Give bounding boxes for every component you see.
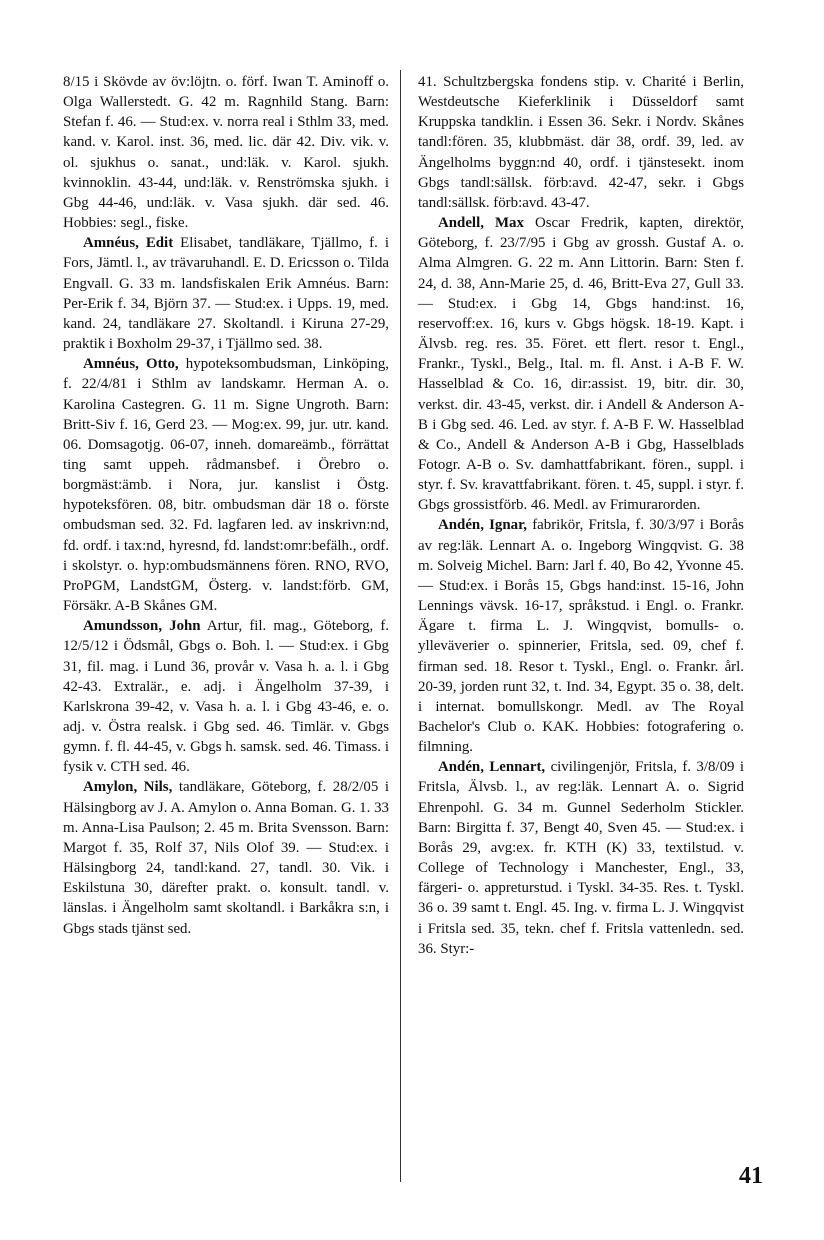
entry-anden-lennart (418, 757, 744, 959)
entry-amneus-edit (63, 233, 389, 354)
entry-name: Andell, Max (438, 215, 524, 232)
entry-name: Andén, Lennart, (438, 759, 546, 776)
entry-name: Andén, Ignar, (438, 517, 528, 534)
entry-text: Elisabet, tandläkare, Tjällmo, f. i Fors, Jämtl. l., av trävaruhandl. E. D. Ericsson o. Tilda Engvall. G. 33 m. landsfiskalen Erik Amnéus. Barn: Per-Erik f. 34, Björn 37. — Stud:ex. i Upps. 19, med. kand. 24, tandläkare 27. Skoltandl. i Kiruna 27-29, praktik i Boxholm 29-37, i Tjällmo sed. 38. (63, 235, 389, 353)
entry-name: Amnéus, Otto, (83, 356, 179, 373)
column-divider (400, 70, 401, 1182)
entry-text: 41. Schultzbergska fondens stip. v. Charité i Berlin, Westdeutsche Kieferklinik i Düsseldorf samt Kruppska tandklin. i Essen 36. Sekr. i Nordv. Skånes tandl:fören. 35, klubbmäst. där 38, ordf. 39, led. av Ängelholms byggn:nd 40, ordf. i tjänstesekt. inom Gbgs tandl:sällsk. förb:avd. 42-47, sekr. i Gbgs tandl:sällsk. förb:avd. 43-47. (418, 74, 744, 211)
entry-amylon-nils (63, 777, 389, 938)
entry-text: Oscar Fredrik, kapten, direktör, Göteborg, f. 23/7/95 i Gbg av grossh. Gustaf A. o. Alma Almgren. G. 22 m. Ann Littorin. Barn: Sten f. 24, d. 38, Ann-Marie 25, d. 46, Britt-Eva 27, Gull 33. — Stud:ex. i Gbg 14, Gbgs hand:inst. 16, reservoff:ex. 16, kurs v. Gbgs högsk. 18-19. Kapt. i Älvsb. reg. res. 35. Föret. ett flert. resor t. Engl., Frankr., Tyskl., Belg., Ital. m. fl. Anst. i A-B F. W. Hasselblad & Co. 16, dir:assist. 19, bitr. dir. 30, verkst. dir. 43-45, verkst. dir. i Andell & Anderson A-B i Gbg sed. 46. Led. av styr. f. A-B F. W. Hasselblad & Co., Andell & Anderson A-B i Gbg, Hasselblads Fotogr. A-B o. Sv. damhattfabrikant. fören., suppl. i styr. f. Sv. kravattfabrikant. fören. t. 45, suppl. i styr. f. Gbgs grossistförb. 46. Medl. av Frimurarorden. (418, 215, 744, 514)
entry-name: Amnéus, Edit (83, 235, 174, 252)
entry-andell-max (418, 213, 744, 515)
entry-continuation (63, 72, 389, 233)
entry-text: Artur, fil. mag., Göteborg, f. 12/5/12 i Ödsmål, Gbgs o. Boh. l. — Stud:ex. i Gbg 31, fil. mag. i Lund 36, provår v. Vasa h. a. l. i Gbg 42-43. Extralär., e. adj. i Ängelholm 37-39, i Karlskrona 39-42, v. Vasa h. a. l. i Gbg 43-46, e. o. adj. v. Östra realsk. i Gbg sed. 46. Timlär. v. Gbgs gymn. f. fl. 44-45, v. Gbgs h. samsk. sed. 46. Timass. i fysik v. CTH sed. 46. (63, 618, 390, 776)
entry-amundsson-john (63, 616, 389, 777)
entry-text: 8/15 i Skövde av öv:löjtn. o. förf. Iwan T. Aminoff o. Olga Wallerstedt. G. 42 m. Ragnhild Stang. Barn: Stefan f. 46. — Stud:ex. v. norra real i Sthlm 33, med. kand. v. Karol. inst. 36, med. lic. där 42. Div. vik. v. ol. sjukhus o. sanat., und:läk. v. Karol. sjukh. kvinnoklin. 43-44, und:läk. v. Renströmska sjukh. i Gbg 44-46, und:läk. v. Vasa sjukh. där sed. 46. Hobbies: segl., fiske. (63, 74, 389, 232)
entry-continuation (418, 72, 744, 213)
entry-name: Amundsson, John (83, 618, 201, 635)
entry-text: fabrikör, Fritsla, f. 30/3/97 i Borås av reg:läk. Lennart A. o. Ingeborg Wingqvist. G. 38 m. Solveig Michel. Barn: Jarl f. 40, Bo 42, Yvonne 45. — Stud:ex. i Borås 15, Gbgs hand:inst. 15-16, John Lennings vävsk. 16-17, språkstud. i Engl. o. Frankr. Ägare t. firma L. J. Wingqvist, bomulls- o. ylleväverier o. spinnerier, Fritsla, sed. 09, chef f. firman sed. 18. Resor t. Tyskl., Engl. o. Frankr. årl. 20-39, jorden runt 32, t. Ind. 34, Egypt. 35 o. 38, delt. i internat. bomullskongr. Medl. av The Royal Bachelor's Club o. KAK. Hobbies: fotografering o. filmning. (418, 517, 744, 756)
entry-text: tandläkare, Göteborg, f. 28/2/05 i Hälsingborg av J. A. Amylon o. Anna Boman. G. 1. 33 m. Anna-Lisa Paulson; 2. 45 m. Brita Svensson. Barn: Margot f. 35, Rolf 37, Nils Olof 39. — Stud:ex. i Hälsingborg 24, tandl:kand. 27, tandl. 30. Vik. i Eskilstuna 30, därefter prakt. o. konsult. tandl. v. länslas. i Ängelholm samt skoltandl. i Barkåkra s:n, i Gbgs stads tjänst sed. (63, 779, 389, 937)
right-column (418, 72, 744, 959)
page-number: 41 (739, 1163, 763, 1189)
entry-name: Amylon, Nils, (83, 779, 173, 796)
left-column (63, 72, 389, 939)
entry-text: civilingenjör, Fritsla, f. 3/8/09 i Fritsla, Älvsb. l., av reg:läk. Lennart A. o. Sigrid Ehrenpohl. G. 34 m. Gunnel Sederholm Stickler. Barn: Birgitta f. 37, Bengt 40, Sven 45. — Stud:ex. i Borås 29, avg:ex. fr. KTH (K) 33, textilstud. v. College of Technology i Manchester, Engl., 33, färgeri- o. appreturstud. i Tyskl. 34-35. Res. t. Tyskl. 36 o. 39 samt t. Engl. 45. Ing. v. firma L. J. Wingqvist i Fritsla sed. 35, tekn. chef f. Fritsla vattenledn. sed. 36. Styr:- (418, 759, 744, 957)
entry-amneus-otto (63, 354, 389, 616)
entry-anden-ignar (418, 515, 744, 757)
entry-text: hypoteksombudsman, Linköping, f. 22/4/81 i Sthlm av landskamr. Herman A. o. Karolina Castegren. G. 11 m. Signe Ungroth. Barn: Britt-Siv f. 16, Gerd 23. — Mog:ex. 99, jur. utr. kand. 06. Domsagotjg. 06-07, inneh. domareämb., förrättat ting samt uppeh. rådmansbef. i Örebro o. borgmäst:ämb. i Nora, jur. kanslist i Östg. hypoteksfören. 08, bitr. ombudsman där 18 o. förste ombudsman sed. 32. Fd. lagfaren led. av inskrivn:nd, fd. ordf. i tax:nd, hyresnd, fd. landst:omr:befälh., ordf. i skolstyr. o. hyp:ombudsmännens fören. RNO, RVO, ProPGM, LandstGM, Österg. v. landst:förb. GM, Försäkr. A-B Skånes GM. (63, 356, 389, 615)
